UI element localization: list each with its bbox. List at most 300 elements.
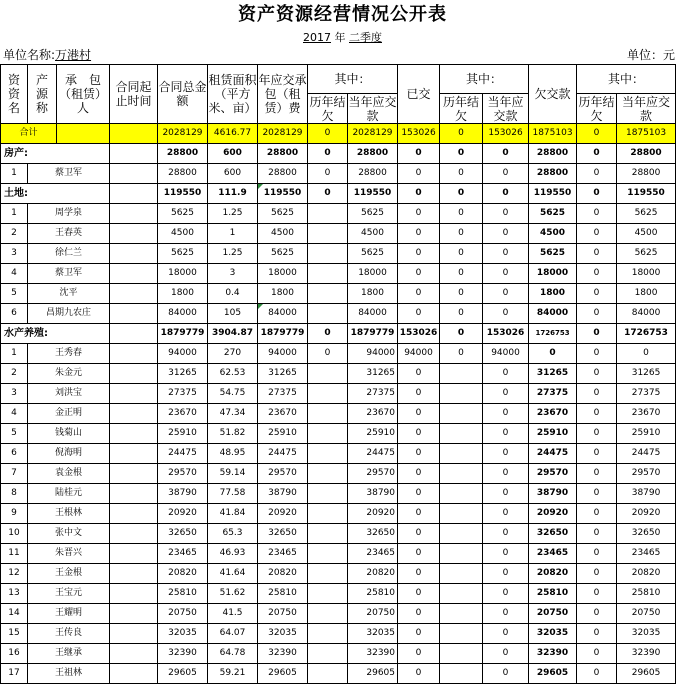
summary-cell: 28800: [617, 144, 676, 164]
table-cell: 32650: [348, 524, 398, 544]
header-paid: 已交: [398, 65, 440, 124]
table-cell: 5625: [617, 244, 676, 264]
table-cell: 29570: [158, 464, 208, 484]
table-cell: [308, 204, 348, 224]
table-cell: 0: [398, 364, 440, 384]
table-cell: 32390: [617, 644, 676, 664]
table-row: [1, 224, 676, 244]
table-cell: [110, 544, 158, 564]
table-cell: 0: [483, 664, 529, 684]
contractor-name: 徐仁兰: [28, 244, 110, 264]
summary-cell: 119550: [617, 184, 676, 204]
table-cell: 25810: [348, 584, 398, 604]
table-cell: 25910: [158, 424, 208, 444]
table-cell: [110, 664, 158, 684]
table-cell: 29605: [348, 664, 398, 684]
table-cell: [308, 564, 348, 584]
table-cell: 18000: [617, 264, 676, 284]
table-cell: 0: [440, 344, 483, 364]
table-cell: [440, 544, 483, 564]
table-cell: 31265: [158, 364, 208, 384]
table-cell: 27375: [158, 384, 208, 404]
table-cell: 0: [577, 544, 617, 564]
table-cell: 18000: [529, 264, 577, 284]
table-cell: 32390: [258, 644, 308, 664]
table-cell: 25810: [258, 584, 308, 604]
table-cell: 4616.77: [208, 124, 258, 144]
table-cell: 25810: [617, 584, 676, 604]
table-cell: 24475: [617, 444, 676, 464]
unit-name-label: 单位名称:: [3, 48, 56, 62]
contractor-name: 倪海明: [28, 444, 110, 464]
table-cell: 23465: [617, 544, 676, 564]
header-arrears-past: 历年结欠: [309, 94, 346, 123]
table-cell: 153026: [398, 124, 440, 144]
table-cell: 3: [208, 264, 258, 284]
table-cell: 0: [577, 664, 617, 684]
row-index: 6: [1, 444, 28, 464]
table-row: [1, 624, 676, 644]
summary-cell: 600: [208, 144, 258, 164]
summary-cell: 28800: [158, 144, 208, 164]
table-cell: 0: [398, 304, 440, 324]
table-cell: 1800: [348, 284, 398, 304]
row-index: 12: [1, 564, 28, 584]
summary-cell: 28800: [348, 144, 398, 164]
table-cell: [110, 524, 158, 544]
table-cell: 32650: [529, 524, 577, 544]
table-cell: [110, 364, 158, 384]
table-cell: 0: [398, 404, 440, 424]
table-cell: [110, 384, 158, 404]
table-cell: 27375: [258, 384, 308, 404]
summary-cell: 153026: [483, 324, 529, 344]
table-cell: 38790: [158, 484, 208, 504]
table-cell: 62.53: [208, 364, 258, 384]
table-row: [1, 264, 676, 284]
table-cell: 20750: [348, 604, 398, 624]
table-cell: 38790: [258, 484, 308, 504]
table-row: [1, 524, 676, 544]
row-index: 1: [1, 164, 28, 184]
table-cell: [308, 264, 348, 284]
table-row: [1, 164, 676, 184]
table-cell: [110, 484, 158, 504]
table-cell: 28800: [258, 164, 308, 184]
table-cell: [57, 124, 110, 144]
table-cell: 1.25: [208, 204, 258, 224]
table-cell: 0: [483, 504, 529, 524]
table-cell: [308, 604, 348, 624]
table-cell: [110, 424, 158, 444]
table-cell: 1.25: [208, 244, 258, 264]
table-cell: 1: [208, 224, 258, 244]
table-cell: 4500: [617, 224, 676, 244]
table-cell: 51.62: [208, 584, 258, 604]
table-cell: 0: [440, 124, 483, 144]
contractor-name: 朱晋兴: [28, 544, 110, 564]
table-row: [1, 284, 676, 304]
table-row: [1, 484, 676, 504]
summary-cell: 111.9: [208, 184, 258, 204]
header-contract-total: 合同总金额: [158, 65, 208, 124]
contractor-name: 刘洪宝: [28, 384, 110, 404]
table-cell: 105: [208, 304, 258, 324]
contractor-name: 钱菊山: [28, 424, 110, 444]
table-cell: 64.78: [208, 644, 258, 664]
header-owed: 欠交款: [529, 65, 577, 124]
table-cell: 5625: [258, 204, 308, 224]
table-cell: 0: [617, 344, 676, 364]
row-index: 9: [1, 504, 28, 524]
table-cell: 23670: [258, 404, 308, 424]
contractor-name: 蔡卫军: [28, 164, 110, 184]
contractor-name: 王耀明: [28, 604, 110, 624]
table-cell: 94000: [483, 344, 529, 364]
summary-cell: 0: [483, 184, 529, 204]
table-cell: 0: [483, 224, 529, 244]
table-cell: 51.82: [208, 424, 258, 444]
contractor-name: 王春英: [28, 224, 110, 244]
table-cell: 24475: [158, 444, 208, 464]
summary-cell: 0: [308, 144, 348, 164]
table-cell: 0: [483, 244, 529, 264]
table-cell: 0: [483, 164, 529, 184]
table-cell: 4500: [348, 224, 398, 244]
table-cell: 25910: [348, 424, 398, 444]
table-cell: 0: [577, 584, 617, 604]
table-cell: 31265: [258, 364, 308, 384]
table-cell: [110, 444, 158, 464]
table-cell: [308, 224, 348, 244]
header-owed-past: 历年结欠: [578, 94, 615, 123]
table-cell: 0: [483, 364, 529, 384]
table-cell: 29605: [617, 664, 676, 684]
table-cell: [110, 304, 158, 324]
table-cell: [308, 404, 348, 424]
table-cell: [110, 184, 158, 204]
table-cell: 0.4: [208, 284, 258, 304]
summary-cell: 1879779: [258, 324, 308, 344]
table-cell: 270: [208, 344, 258, 364]
table-cell: 28800: [617, 164, 676, 184]
summary-cell: 28800: [258, 144, 308, 164]
table-cell: 0: [483, 464, 529, 484]
table-cell: 0: [398, 444, 440, 464]
section-row: [1, 184, 676, 204]
table-cell: 0: [577, 344, 617, 364]
table-cell: 0: [398, 524, 440, 544]
table-cell: 0: [440, 224, 483, 244]
table-cell: [110, 604, 158, 624]
table-cell: 27375: [617, 384, 676, 404]
table-cell: 84000: [617, 304, 676, 324]
table-cell: 0: [577, 404, 617, 424]
header-paid-past: 历年结欠: [440, 94, 483, 124]
table-cell: 0: [577, 384, 617, 404]
table-cell: 0: [398, 284, 440, 304]
row-index: 5: [1, 424, 28, 444]
summary-cell: 1879779: [348, 324, 398, 344]
page-title: 资产资源经营情况公开表: [238, 4, 447, 25]
contractor-name: 王宝元: [28, 584, 110, 604]
table-body: [1, 124, 676, 684]
table-cell: 23465: [529, 544, 577, 564]
table-cell: [110, 124, 158, 144]
table-cell: 32035: [158, 624, 208, 644]
table-row: [1, 344, 676, 364]
summary-cell: 0: [577, 324, 617, 344]
total-label: 合计: [1, 124, 57, 144]
table-cell: [110, 504, 158, 524]
table-cell: 23465: [348, 544, 398, 564]
table-cell: [308, 584, 348, 604]
table-cell: [440, 404, 483, 424]
table-cell: 5625: [529, 204, 577, 224]
row-index: 1: [1, 204, 28, 224]
table-cell: [308, 304, 348, 324]
table-cell: 29605: [258, 664, 308, 684]
summary-cell: 0: [577, 144, 617, 164]
table-cell: 29605: [158, 664, 208, 684]
table-cell: 32390: [348, 644, 398, 664]
table-cell: [110, 284, 158, 304]
table-cell: 48.95: [208, 444, 258, 464]
table-cell: 5625: [529, 244, 577, 264]
contractor-name: 蔡卫军: [28, 264, 110, 284]
contractor-name: 王继承: [28, 644, 110, 664]
table-cell: [110, 204, 158, 224]
asset-table: [0, 64, 676, 684]
table-cell: 0: [577, 444, 617, 464]
table-cell: 0: [440, 164, 483, 184]
table-cell: 0: [398, 504, 440, 524]
table-cell: 20920: [348, 504, 398, 524]
table-cell: 20920: [529, 504, 577, 524]
table-cell: [308, 464, 348, 484]
unit-name: [3, 46, 91, 64]
row-index: 11: [1, 544, 28, 564]
table-cell: 23670: [348, 404, 398, 424]
table-cell: 20750: [158, 604, 208, 624]
table-cell: 94000: [258, 344, 308, 364]
table-cell: [110, 224, 158, 244]
table-cell: 32650: [258, 524, 308, 544]
table-cell: 0: [577, 564, 617, 584]
table-cell: 41.5: [208, 604, 258, 624]
table-cell: 153026: [483, 124, 529, 144]
table-cell: 24475: [348, 444, 398, 464]
summary-cell: 1726753: [529, 324, 577, 344]
table-cell: 20820: [158, 564, 208, 584]
table-cell: 5625: [617, 204, 676, 224]
table-row: [1, 204, 676, 224]
table-cell: 5625: [258, 244, 308, 264]
period-quarter: 二季度: [349, 31, 382, 44]
contractor-name: 张中文: [28, 524, 110, 544]
table-cell: 38790: [529, 484, 577, 504]
table-cell: [308, 364, 348, 384]
table-row: [1, 384, 676, 404]
table-cell: 0: [577, 484, 617, 504]
contractor-name: 王根林: [28, 504, 110, 524]
table-cell: [110, 584, 158, 604]
table-cell: 20820: [529, 564, 577, 584]
table-cell: 25810: [529, 584, 577, 604]
table-cell: [110, 264, 158, 284]
table-cell: 29605: [529, 664, 577, 684]
table-cell: [110, 164, 158, 184]
table-cell: 20750: [617, 604, 676, 624]
table-cell: 0: [398, 464, 440, 484]
header-of-which-1: 其中：: [308, 65, 398, 94]
table-cell: 0: [398, 204, 440, 224]
table-cell: 0: [483, 544, 529, 564]
table-cell: 0: [398, 604, 440, 624]
table-cell: 0: [398, 664, 440, 684]
table-cell: 1800: [617, 284, 676, 304]
table-cell: 65.3: [208, 524, 258, 544]
header-asset-name-a: 资 资 名: [1, 65, 28, 124]
table-cell: 1875103: [529, 124, 577, 144]
table-cell: 31265: [529, 364, 577, 384]
header-of-which-3: 其中：: [577, 65, 676, 94]
header-contract-time: 合同起止时间: [110, 65, 158, 124]
summary-cell: 119550: [529, 184, 577, 204]
table-row: [1, 364, 676, 384]
table-cell: 41.84: [208, 504, 258, 524]
table-cell: [440, 524, 483, 544]
section-row: [1, 324, 676, 344]
summary-cell: 0: [483, 144, 529, 164]
table-cell: 4500: [529, 224, 577, 244]
table-cell: 0: [398, 544, 440, 564]
table-cell: 0: [398, 424, 440, 444]
period-year: 2017: [303, 31, 331, 44]
table-cell: 5625: [348, 204, 398, 224]
table-cell: 0: [308, 124, 348, 144]
table-cell: 38790: [348, 484, 398, 504]
table-cell: 29570: [258, 464, 308, 484]
table-cell: 0: [398, 624, 440, 644]
table-cell: 0: [398, 484, 440, 504]
table-cell: [440, 504, 483, 524]
summary-cell: 1726753: [617, 324, 676, 344]
contractor-name: 袁金根: [28, 464, 110, 484]
table-row: [1, 584, 676, 604]
table-cell: [110, 244, 158, 264]
table-cell: 4500: [158, 224, 208, 244]
table-cell: [110, 144, 158, 164]
table-cell: 27375: [529, 384, 577, 404]
table-cell: 0: [577, 644, 617, 664]
table-row: [1, 604, 676, 624]
total-row: [1, 124, 676, 144]
table-cell: 23465: [158, 544, 208, 564]
row-index: 2: [1, 364, 28, 384]
row-index: 4: [1, 264, 28, 284]
table-cell: 0: [483, 404, 529, 424]
summary-cell: 0: [440, 144, 483, 164]
table-cell: 29570: [348, 464, 398, 484]
table-cell: 0: [577, 524, 617, 544]
table-cell: 0: [577, 464, 617, 484]
table-cell: 31265: [617, 364, 676, 384]
contractor-name: 王秀春: [28, 344, 110, 364]
currency-unit: 单位：元: [626, 48, 675, 62]
table-cell: 0: [577, 224, 617, 244]
table-cell: 0: [398, 584, 440, 604]
table-cell: 25910: [258, 424, 308, 444]
table-cell: 23465: [258, 544, 308, 564]
table-cell: [308, 384, 348, 404]
table-cell: 20920: [617, 504, 676, 524]
table-cell: 20750: [529, 604, 577, 624]
table-cell: 38790: [617, 484, 676, 504]
table-cell: 0: [577, 504, 617, 524]
table-row: [1, 544, 676, 564]
header-asset-name-b: 产 源 称: [28, 65, 57, 124]
table-cell: [440, 584, 483, 604]
table-cell: [440, 424, 483, 444]
header-of-which-2: 其中：: [440, 65, 529, 94]
table-cell: 20920: [158, 504, 208, 524]
table-cell: 0: [483, 484, 529, 504]
table-cell: 0: [577, 624, 617, 644]
row-index: 4: [1, 404, 28, 424]
table-row: [1, 504, 676, 524]
table-cell: 24475: [529, 444, 577, 464]
table-cell: 0: [577, 204, 617, 224]
table-cell: 84000: [258, 304, 308, 324]
table-cell: 54.75: [208, 384, 258, 404]
summary-cell: 0: [398, 184, 440, 204]
row-index: 1: [1, 344, 28, 364]
table-cell: 29570: [529, 464, 577, 484]
contractor-name: 金正明: [28, 404, 110, 424]
row-index: 14: [1, 604, 28, 624]
section-row: [1, 144, 676, 164]
table-cell: 0: [308, 164, 348, 184]
summary-cell: 0: [308, 184, 348, 204]
summary-cell: 1879779: [158, 324, 208, 344]
contractor-name: 沈平: [28, 284, 110, 304]
table-cell: [308, 484, 348, 504]
table-cell: 1875103: [617, 124, 676, 144]
row-index: 8: [1, 484, 28, 504]
table-cell: 0: [577, 164, 617, 184]
summary-cell: 0: [577, 184, 617, 204]
table-cell: 20920: [258, 504, 308, 524]
table-cell: 0: [398, 264, 440, 284]
section-label: 水产养殖:: [1, 324, 110, 344]
table-cell: 0: [483, 284, 529, 304]
table-cell: [440, 664, 483, 684]
table-row: [1, 444, 676, 464]
table-cell: [308, 504, 348, 524]
row-index: 16: [1, 644, 28, 664]
table-cell: 0: [483, 384, 529, 404]
table-cell: 5625: [348, 244, 398, 264]
contractor-name: 昌期九农庄: [28, 304, 110, 324]
table-cell: [440, 444, 483, 464]
row-index: 3: [1, 244, 28, 264]
row-index: 6: [1, 304, 28, 324]
table-cell: 0: [483, 604, 529, 624]
table-cell: 0: [577, 364, 617, 384]
table-cell: 32650: [617, 524, 676, 544]
table-cell: 0: [440, 284, 483, 304]
